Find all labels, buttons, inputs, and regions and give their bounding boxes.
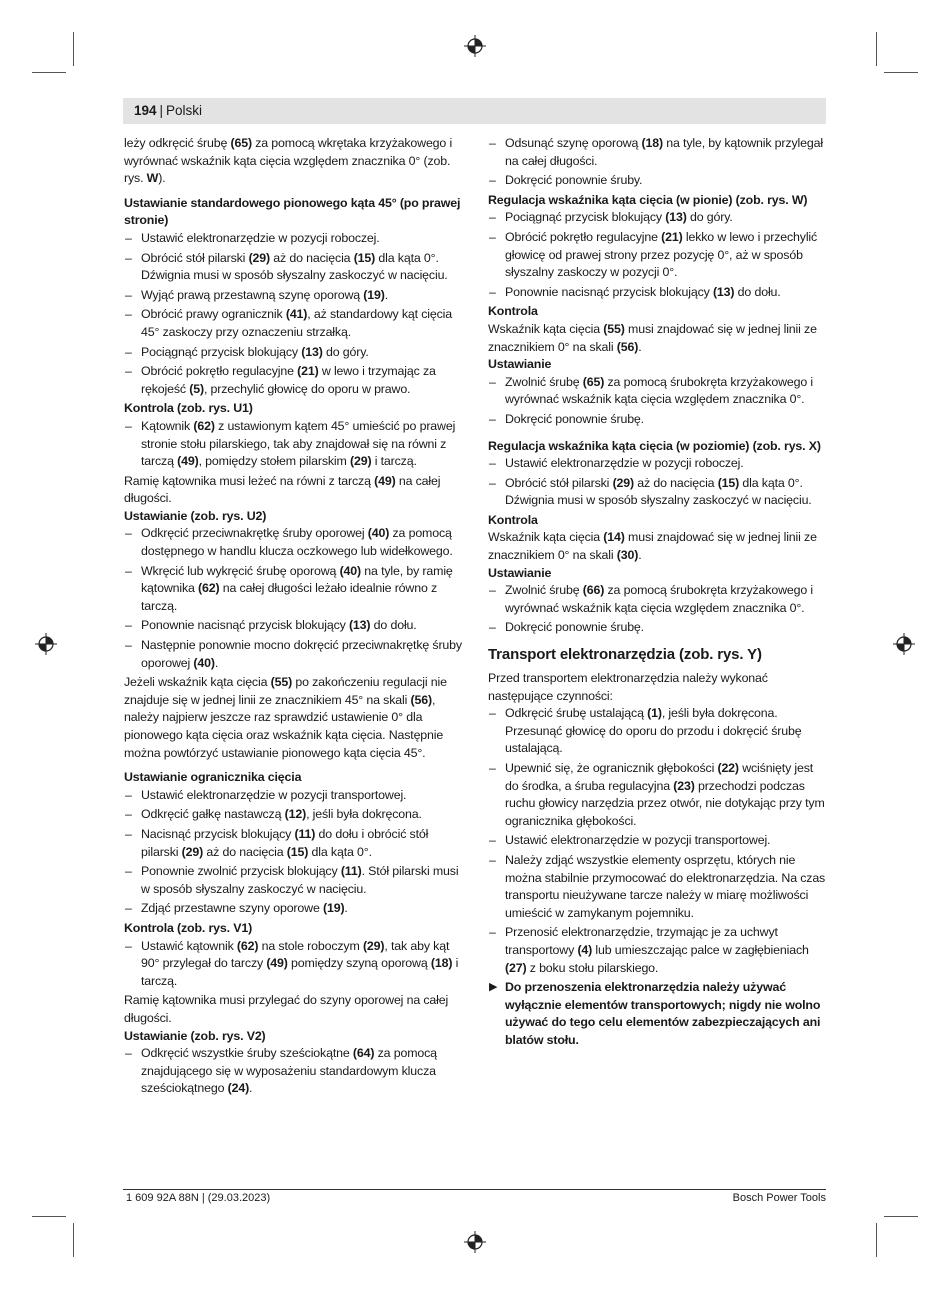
- page-header: [134, 103, 202, 119]
- right-column: [488, 135, 826, 1050]
- reference-number: (65): [582, 374, 605, 389]
- reference-number: (55): [603, 321, 625, 336]
- header-separator: |: [159, 103, 164, 118]
- reference-number: (49): [266, 956, 288, 971]
- crop-mark: [73, 1223, 74, 1257]
- list-item: – Dokręcić ponownie śruby.: [488, 172, 826, 190]
- reference-number: (27): [505, 960, 527, 975]
- section-heading: Regulacja wskaźnika kąta cięcia (w pionie) (zob. rys. W): [488, 192, 808, 207]
- list-item: – Wkręcić lub wykręcić śrubę oporową (40) na tyle, by ramię kątownika (62) na całej długości leżało idealnie równo z tarczą.: [124, 563, 462, 616]
- reference-number: (15): [353, 250, 376, 265]
- reference-number: (40): [367, 526, 390, 541]
- paragraph: Jeżeli wskaźnik kąta cięcia (55) po zakończeniu regulacji nie znajduje się w jednej linii ze znacznikiem 45° na skali (56), należy najpierw jeszcze raz sprawdzić ustawienie 0° dla pionowego kąta cięcia oraz wskaźnik kąta cięcia. Następnie można powtórzyć ustawianie pionowego kąta cięcia 45°.: [124, 675, 447, 760]
- crop-mark: [884, 1216, 918, 1217]
- reference-number: (5): [189, 381, 204, 396]
- registration-mark-icon: [464, 35, 486, 57]
- reference-number: (13): [301, 344, 323, 359]
- section-heading: Regulacja wskaźnika kąta cięcia (w poziomie) (zob. rys. X): [488, 438, 821, 453]
- section-heading: Kontrola (zob. rys. U1): [124, 401, 253, 416]
- header-language: Polski: [166, 103, 203, 118]
- list-item: – Odkręcić wszystkie śruby sześciokątne (64) za pomocą znajdującego się w wyposażeniu standardowym klucza sześciokątnego (24).: [124, 1045, 462, 1098]
- reference-number: (40): [193, 655, 215, 670]
- reference-number: (62): [198, 581, 220, 596]
- list-item: – Ponownie zwolnić przycisk blokujący (11). Stół pilarski musi w sposób słyszalny zaskoczyć w nacięciu.: [124, 863, 462, 898]
- list-item: – Ponownie nacisnąć przycisk blokujący (13) do dołu.: [124, 617, 462, 635]
- list-item: – Obrócić prawy ogranicznik (41), aż standardowy kąt cięcia 45° zaskoczy przy oznaczeniu strzałką.: [124, 306, 462, 341]
- warning-text: Do przenoszenia elektronarzędzia należy używać wyłącznie elementów transportowych; nigdy nie wolno używać do tego celu elementów zabezpieczających ani blatów stołu.: [505, 980, 821, 1047]
- registration-mark-icon: [893, 633, 915, 655]
- section-heading: Ustawianie standardowego pionowego kąta 45° (po prawej stronie): [124, 195, 461, 228]
- reference-number: (18): [641, 136, 663, 150]
- step-list: [124, 1045, 462, 1098]
- footer-rule: [123, 1189, 826, 1190]
- chapter-heading: Transport elektronarzędzia (zob. rys. Y): [488, 646, 762, 664]
- list-item: – Ustawić elektronarzędzie w pozycji roboczej.: [124, 230, 462, 248]
- step-list: [488, 135, 826, 190]
- left-column: [124, 135, 462, 1100]
- list-item: – Odkręcić przeciwnakrętkę śruby oporowej (40) za pomocą dostępnego w handlu klucza oczkowego lub widełkowego.: [124, 525, 462, 560]
- crop-mark: [876, 32, 877, 66]
- footer-brand: Bosch Power Tools: [732, 1192, 826, 1204]
- list-item: – Obrócić pokrętło regulacyjne (21) w lewo i trzymając za rękojeść (5), przechylić głowicę do oporu w prawo.: [124, 363, 462, 398]
- reference-number: (21): [297, 364, 319, 379]
- list-item: – Zwolnić śrubę (66) za pomocą śrubokręta krzyżakowego i wyrównać wskaźnik kąta cięcia względem znacznika 0°.: [488, 582, 826, 617]
- footer-doc-number: 1 609 92A 88N | (29.03.2023): [126, 1192, 271, 1204]
- crop-mark: [73, 32, 74, 66]
- reference-number: (13): [712, 284, 735, 299]
- step-list: [124, 230, 462, 398]
- paragraph: Ramię kątownika musi przylegać do szyny oporowej na całej długości.: [124, 993, 449, 1025]
- reference-number: (1): [647, 706, 662, 721]
- list-item: – Dokręcić ponownie śrubę.: [488, 619, 826, 637]
- reference-number: (55): [270, 675, 293, 690]
- reference-number: (22): [717, 761, 739, 775]
- list-item: – Ponownie nacisnąć przycisk blokujący (13) do dołu.: [488, 284, 826, 302]
- crop-mark: [876, 1223, 877, 1257]
- step-list: [488, 209, 826, 301]
- paragraph: Ramię kątownika musi leżeć na równi z tarczą (49) na całej długości.: [124, 473, 441, 506]
- list-item: – Wyjąć prawą przestawną szynę oporową (19).: [124, 287, 462, 305]
- section-heading: Ustawianie: [488, 357, 552, 372]
- warning-arrow-icon: ▶: [489, 981, 498, 994]
- list-item: – Pociągnąć przycisk blokujący (13) do góry.: [488, 209, 826, 227]
- section-heading: Ustawianie (zob. rys. V2): [124, 1028, 266, 1043]
- reference-number: (65): [230, 136, 252, 150]
- reference-number: (15): [717, 475, 740, 490]
- list-item: – Obrócić pokrętło regulacyjne (21) lekko w lewo i przechylić głowicę od prawej strony przez pozycję 0°, aż w sposób słyszalny zaskoczy w pozycji 0°.: [488, 229, 826, 282]
- list-item: – Odkręcić gałkę nastawczą (12), jeśli była dokręcona.: [124, 806, 462, 824]
- section-heading: Ustawianie ogranicznika cięcia: [124, 770, 302, 785]
- reference-number: (29): [612, 475, 634, 490]
- reference-number: (29): [350, 454, 372, 469]
- reference-number: (23): [673, 778, 695, 793]
- registration-mark-icon: [35, 633, 57, 655]
- reference-number: W: [146, 171, 159, 186]
- section-heading: Kontrola (zob. rys. V1): [124, 920, 253, 935]
- reference-number: (11): [294, 826, 316, 841]
- crop-mark: [884, 72, 918, 73]
- page-number: 194: [134, 103, 157, 118]
- step-list: [488, 374, 826, 429]
- list-item: – Należy zdjąć wszystkie elementy osprzętu, których nie można stabilnie przymocować do elektronarzędzia. Na czas transportu nieużywane tarcze należy w miarę możliwości umieścić w zamykanym pojemniku.: [488, 852, 826, 922]
- list-item: – Ustawić kątownik (62) na stole roboczym (29), tak aby kąt 90° przylegał do tarczy (49) pomiędzy szyną oporową (18) i tarczą.: [124, 938, 462, 991]
- list-item: – Nacisnąć przycisk blokujący (11) do dołu i obrócić stół pilarski (29) aż do nacięcia (15) dla kąta 0°.: [124, 826, 462, 861]
- reference-number: (21): [661, 229, 683, 244]
- list-item: – Ustawić elektronarzędzie w pozycji transportowej.: [488, 832, 826, 850]
- crop-mark: [32, 1216, 66, 1217]
- list-item: – Następnie ponownie mocno dokręcić przeciwnakrętkę śruby oporowej (40).: [124, 637, 462, 672]
- list-item: – Zwolnić śrubę (65) za pomocą śrubokręta krzyżakowego i wyrównać wskaźnik kąta cięcia względem znacznika 0°.: [488, 374, 826, 409]
- section-heading: Ustawianie: [488, 565, 552, 580]
- list-item: – Dokręcić ponownie śrubę.: [488, 411, 826, 429]
- step-list: [488, 705, 826, 977]
- section-heading: Kontrola: [488, 512, 538, 527]
- reference-number: (41): [285, 307, 308, 322]
- reference-number: (24): [227, 1081, 250, 1096]
- step-list: [124, 938, 462, 991]
- reference-number: (19): [363, 287, 385, 302]
- section-heading: Kontrola: [488, 304, 538, 319]
- list-item: – Zdjąć przestawne szyny oporowe (19).: [124, 900, 462, 918]
- list-item: – Upewnić się, że ogranicznik głębokości (22) wciśnięty jest do środka, a śruba regulacyjna (23) przechodzi podczas ruchu głowicy narzędzia przez otwór, nie dotykając przy tym ogranicznika głębokości.: [488, 760, 826, 830]
- reference-number: (4): [577, 942, 593, 957]
- paragraph: leży odkręcić śrubę (65) za pomocą wkrętaka krzyżakowego i wyrównać wskaźnik kąta cięcia względem znacznika 0° (zob. rys. W).: [124, 136, 453, 186]
- step-list: [124, 525, 462, 672]
- list-item: – Odsunąć szynę oporową (18) na tyle, by kątownik przylegał na całej długości.: [488, 135, 826, 170]
- reference-number: (13): [348, 618, 371, 633]
- reference-number: (12): [284, 807, 307, 822]
- list-item: – Przenosić elektronarzędzie, trzymając je za uchwyt transportowy (4) lub umieszczając palce w zagłębieniach (27) z boku stołu pilarskiego.: [488, 924, 826, 977]
- reference-number: (29): [248, 250, 270, 265]
- reference-number: (56): [616, 339, 639, 354]
- reference-number: (18): [430, 956, 453, 971]
- list-item: – Obrócić stół pilarski (29) aż do nacięcia (15) dla kąta 0°. Dźwignia musi w sposób słyszalny zaskoczyć w nacięciu.: [488, 475, 826, 510]
- reference-number: (40): [339, 563, 362, 578]
- list-item: – Pociągnąć przycisk blokujący (13) do góry.: [124, 344, 462, 362]
- reference-number: (29): [362, 938, 385, 953]
- crop-mark: [32, 72, 66, 73]
- step-list: [124, 787, 462, 918]
- reference-number: (62): [193, 418, 215, 433]
- step-list: [488, 582, 826, 637]
- reference-number: (56): [410, 692, 432, 707]
- step-list: [124, 418, 462, 471]
- reference-number: (15): [286, 844, 309, 859]
- reference-number: (49): [374, 473, 396, 488]
- paragraph: Wskaźnik kąta cięcia (14) musi znajdować się w jednej linii ze znacznikiem 0° na skali (30).: [488, 530, 817, 563]
- section-heading: Ustawianie (zob. rys. U2): [124, 508, 267, 523]
- reference-number: (66): [582, 583, 605, 598]
- list-item: – Ustawić elektronarzędzie w pozycji transportowej.: [124, 787, 462, 805]
- reference-number: (14): [603, 530, 625, 545]
- reference-number: (30): [616, 548, 639, 563]
- step-list: [488, 455, 826, 510]
- page-header-bar: [123, 98, 826, 124]
- list-item: – Kątownik (62) z ustawionym kątem 45° umieścić po prawej stronie stołu pilarskiego, tak aby znajdował się na równi z tarczą (49), pomiędzy stołem pilarskim (29) i tarczą.: [124, 418, 462, 471]
- list-item: – Ustawić elektronarzędzie w pozycji roboczej.: [488, 455, 826, 473]
- reference-number: (13): [665, 210, 687, 225]
- paragraph: Wskaźnik kąta cięcia (55) musi znajdować się w jednej linii ze znacznikiem 0° na skali (56).: [488, 321, 817, 354]
- list-item: – Odkręcić śrubę ustalającą (1), jeśli była dokręcona. Przesunąć głowicę do oporu do przodu i dokręcić śrubę ustalającą.: [488, 705, 826, 758]
- warning-note: [488, 979, 826, 1049]
- reference-number: (49): [177, 454, 199, 469]
- reference-number: (19): [322, 901, 345, 916]
- list-item: – Obrócić stół pilarski (29) aż do nacięcia (15) dla kąta 0°. Dźwignia musi w sposób słyszalny zaskoczyć w nacięciu.: [124, 250, 462, 285]
- registration-mark-icon: [464, 1231, 486, 1253]
- reference-number: (29): [181, 844, 204, 859]
- reference-number: (11): [340, 864, 362, 879]
- reference-number: (62): [236, 938, 259, 953]
- paragraph: Przed transportem elektronarzędzia należy wykonać następujące czynności:: [488, 671, 768, 703]
- reference-number: (64): [352, 1046, 375, 1061]
